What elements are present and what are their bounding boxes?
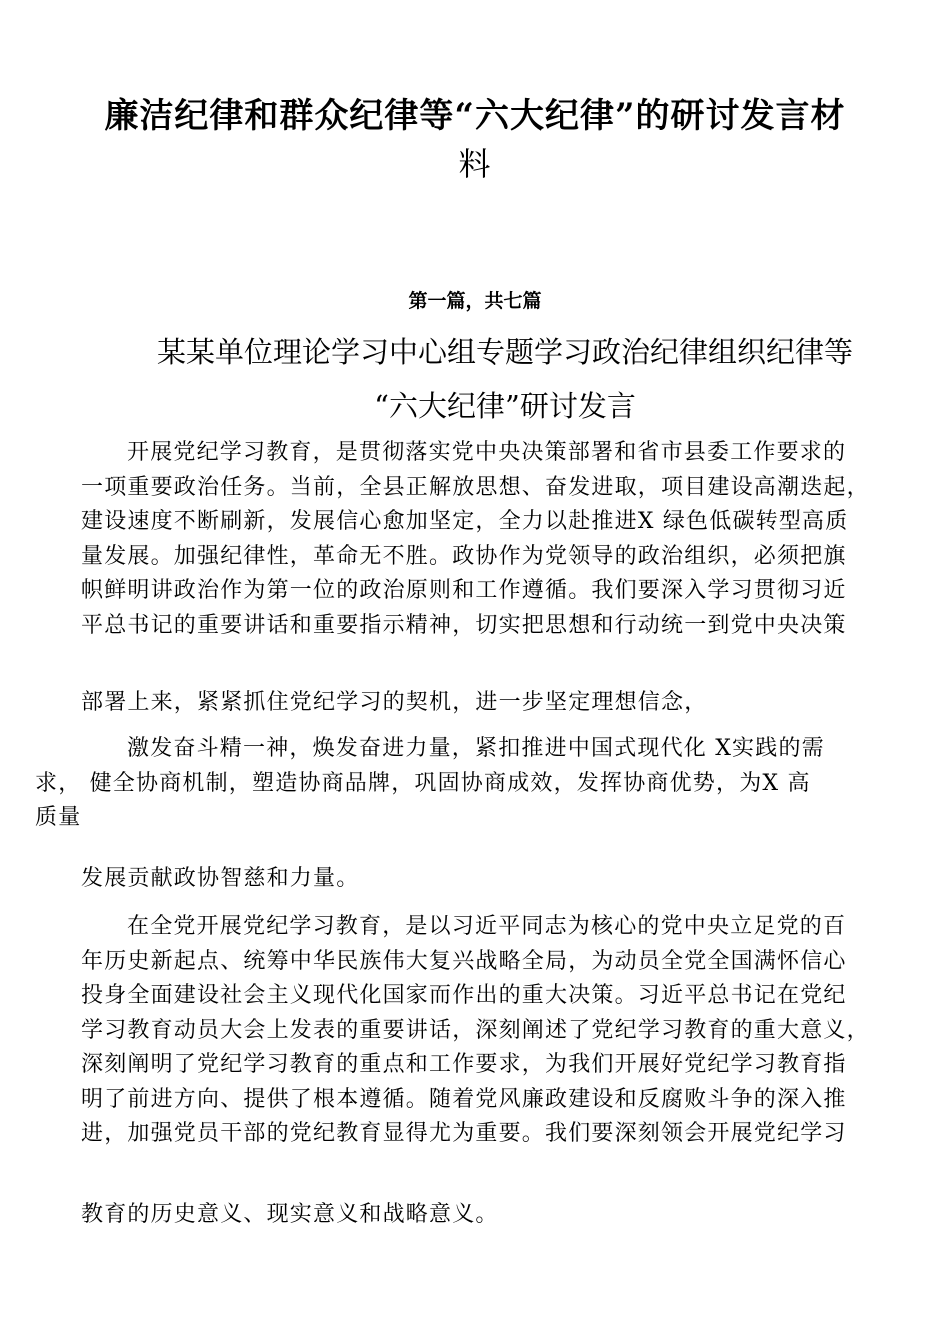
paragraph-1-tail: 部署上来，紧紧抓住党纪学习的契机，进一步坚定理想信念， <box>81 690 708 715</box>
paragraph-line: 年历史新起点、统筹中华民族伟大复兴战略全局，为动员全党全国满怀信心 <box>81 948 847 974</box>
paragraph-line: 建设速度不断刷新，发展信心愈加坚定，全力以赴推进X 绿色低碳转型高质 <box>81 509 849 534</box>
paragraph-line: 质量 <box>35 805 82 830</box>
paragraph-line: 明了前进方向、提供了根本遵循。随着党风廉政建设和反腐败斗争的深入推 <box>81 1086 847 1112</box>
paragraph-3 <box>81 910 891 1152</box>
paragraph-line: 一项重要政治任务。当前，全县正解放思想、奋发进取，项目建设高潮迭起， <box>81 474 870 500</box>
paragraph-line: 学习教育动员大会上发表的重要讲话，深刻阐述了党纪学习教育的重大意义， <box>81 1017 870 1043</box>
paragraph-3-tail: 教育的历史意义、现实意义和战略意义。 <box>81 1202 499 1227</box>
article-title <box>100 325 910 433</box>
paragraph-line: 深刻阐明了党纪学习教育的重点和工作要求，为我们开展好党纪学习教育指 <box>81 1052 847 1077</box>
paragraph-line: 投身全面建设社会主义现代化国家而作出的重大决策。习近平总书记在党纪 <box>81 983 847 1008</box>
paragraph-1 <box>81 436 891 643</box>
document-title-line-2: 料 <box>458 145 492 183</box>
paragraph-2 <box>35 732 891 836</box>
paragraph-line: 在全党开展党纪学习教育，是以习近平同志为核心的党中央立足党的百 <box>127 914 847 939</box>
section-marker: 第一篇，共七篇 <box>408 290 542 312</box>
paragraph-2-tail: 发展贡献政协智慈和力量。 <box>81 866 360 891</box>
paragraph-line: 量发展。加强纪律性，革命无不胜。政协作为党领导的政治组织，必须把旗 <box>81 543 847 569</box>
paragraph-line: 开展党纪学习教育，是贯彻落实党中央决策部署和省市县委工作要求的 <box>127 440 847 465</box>
paragraph-line: 平总书记的重要讲话和重要指示精神，切实把思想和行动统一到党中央决策 <box>81 612 847 638</box>
article-title-line-1: 某某单位理论学习中心组专题学习政治纪律组织纪律等 <box>156 335 853 369</box>
paragraph-line: 帜鲜明讲政治作为第一位的政治原则和工作遵循。我们要深入学习贯彻习近 <box>81 578 847 603</box>
article-title-line-2: “六大纪律”研讨发言 <box>374 389 636 423</box>
paragraph-line: 求， 健全协商机制，塑造协商品牌，巩固协商成效，发挥协商优势，为X 高 <box>35 770 811 796</box>
paragraph-line: 激发奋斗精一神，焕发奋进力量，紧扣推进中国式现代化 X实践的需 <box>127 736 825 761</box>
document-title <box>90 92 860 188</box>
document-title-line-1: 廉洁纪律和群众纪律等“六大纪律”的研讨发言材 <box>104 96 846 136</box>
paragraph-line: 进，加强党员干部的党纪教育显得尤为重要。我们要深刻领会开展党纪学习 <box>81 1121 847 1146</box>
